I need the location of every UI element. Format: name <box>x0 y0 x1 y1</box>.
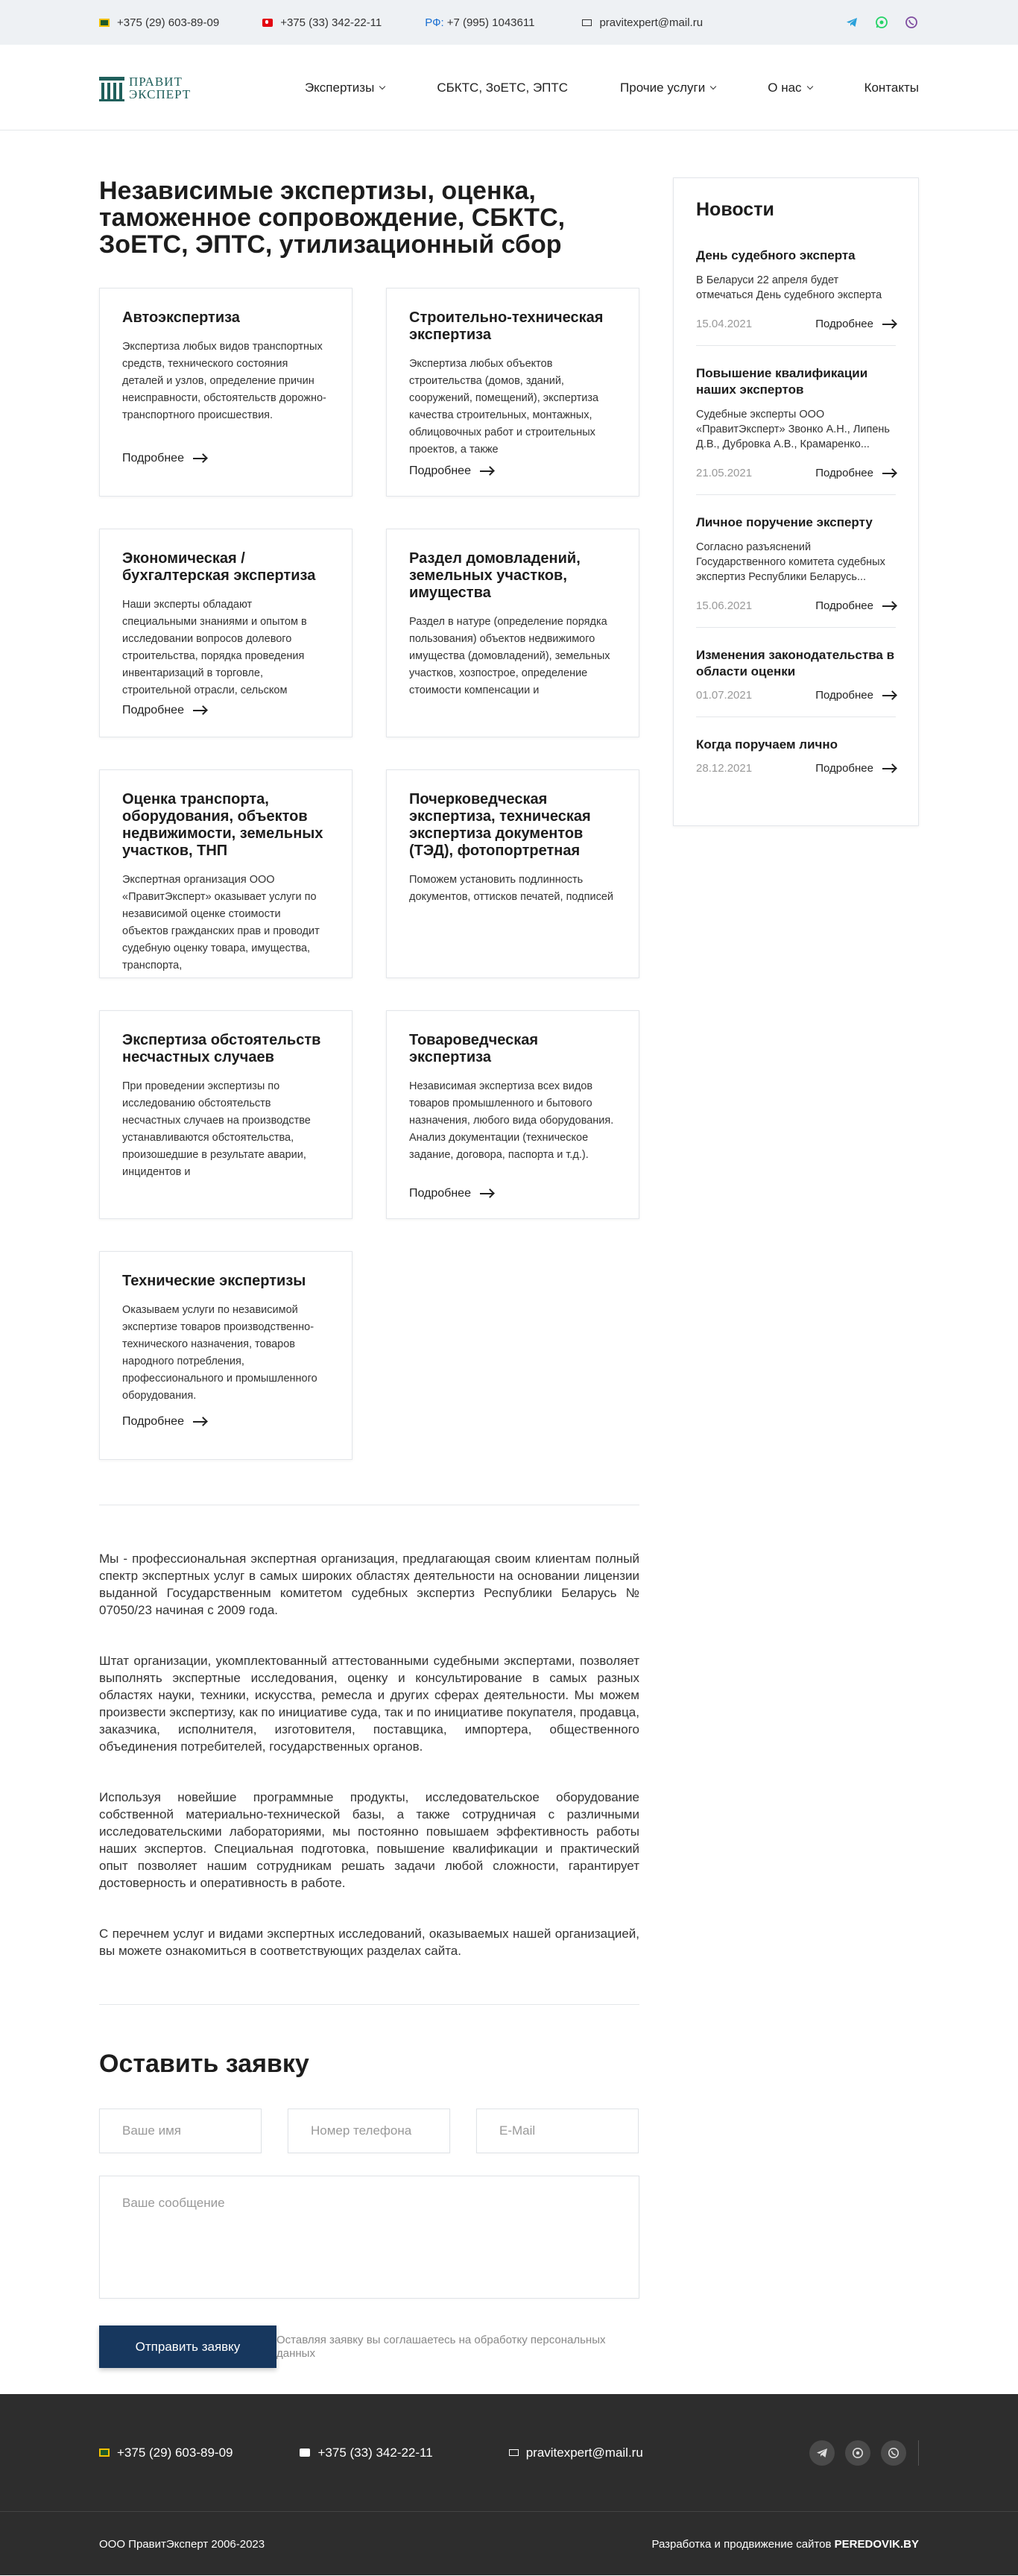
site-footer <box>0 2394 1018 2575</box>
logo-columns-icon <box>99 77 124 99</box>
service-card[interactable] <box>386 769 639 978</box>
chevron-down-icon <box>806 83 812 89</box>
about-text <box>99 1550 639 1959</box>
chevron-down-icon <box>710 83 716 89</box>
service-card[interactable] <box>99 1010 352 1219</box>
arrow-right-icon <box>480 470 493 472</box>
viber-icon[interactable] <box>881 2440 906 2466</box>
nav-item-about[interactable]: О нас <box>768 81 812 95</box>
news-item-text: Судебные эксперты ООО «ПравитЭксперт» Звонко А.Н., Липень Д.В., Дубровка А.В., Крамаренко... <box>696 409 890 450</box>
news-item-title[interactable]: День судебного эксперта <box>696 248 856 262</box>
copyright: ООО ПравитЭксперт 2006-2023 <box>99 2537 265 2551</box>
arrow-right-icon <box>480 1193 493 1194</box>
main-nav <box>305 81 919 95</box>
service-card[interactable] <box>386 529 639 737</box>
divider <box>99 2004 639 2005</box>
request-form <box>99 2050 639 2368</box>
arrow-right-icon <box>882 473 896 474</box>
service-card[interactable] <box>99 769 352 978</box>
services-grid <box>99 288 639 1460</box>
service-card-text: Экспертная организация ООО «ПравитЭксперт» оказывает услуги по независимой оценке стоимости объектов гражданских прав и проводит судебную оценку товара, имущества, транспорта, <box>122 874 320 971</box>
nav-item-contacts[interactable]: Контакты <box>864 80 919 95</box>
arrow-right-icon <box>193 458 206 459</box>
about-paragraph: Мы - профессиональная экспертная организация, предлагающая своим клиентам полный спектр экспертных услуг в самых широких областях деятельности на основании лицензии выданной Государственным комитетом судебных экспертиз Республики Беларусь № 07050/23 начиная с 2009 года. <box>99 1552 639 1617</box>
nav-item-expertizy[interactable]: Экспертизы <box>305 81 385 95</box>
topbar-phone-velcom[interactable] <box>99 16 219 29</box>
service-card-title: Товароведческая экспертиза <box>409 1032 539 1065</box>
arrow-right-icon <box>193 1421 206 1423</box>
phone-rf-text: +7 (995) 1043611 <box>446 16 535 29</box>
news-item-text: В Беларуси 22 апреля будет отмечаться День судебного эксперта <box>696 274 882 301</box>
arrow-right-icon <box>193 710 206 711</box>
news-date: 15.04.2021 <box>696 318 753 330</box>
more-link[interactable]: Подробнее <box>122 704 329 717</box>
main-content <box>99 177 639 2368</box>
name-input[interactable]: Ваше имя <box>99 2109 262 2153</box>
news-date: 01.07.2021 <box>696 689 753 702</box>
arrow-right-icon <box>882 605 896 607</box>
service-card-title: Технические экспертизы <box>122 1273 306 1289</box>
topbar-phone-rf[interactable] <box>425 16 534 29</box>
news-title: Новости <box>696 199 774 220</box>
news-item[interactable] <box>696 248 896 346</box>
service-card-text: Поможем установить подлинность документов, оттисков печатей, подписей <box>409 874 613 903</box>
arrow-right-icon <box>882 324 896 325</box>
news-item-title[interactable]: Повышение квалификации наших экспертов <box>696 366 868 397</box>
service-card-text: Наши эксперты обладают специальными знаниями и опытом в исследовании вопросов долевого строительства, порядка проведения инвентаризаций в торговле, строительной отрасли, сельском <box>122 599 307 696</box>
about-paragraph: Используя новейшие программные продукты, исследовательское оборудование собственной материально-технической базы, а также сотрудничая с различными исследовательскими лабораториями, мы постоянно повышаем эффективность работы наших экспертов. Специальная подготовка, повышение квалификации и практический опыт позволяет нашим сотрудникам решать задачи любой сложности, гарантирует достоверность и оперативность в работе. <box>99 1790 639 1890</box>
viber-icon[interactable] <box>904 15 919 30</box>
news-date: 28.12.2021 <box>696 762 753 775</box>
nav-item-other-services[interactable]: Прочие услуги <box>620 81 715 95</box>
more-link[interactable]: Подробнее <box>815 689 896 702</box>
service-card[interactable] <box>99 1251 352 1460</box>
service-card[interactable] <box>99 529 352 737</box>
more-link[interactable]: Подробнее <box>122 1415 329 1429</box>
service-card-title: Экспертиза обстоятельств несчастных случаев <box>122 1032 321 1065</box>
service-card[interactable] <box>99 288 352 497</box>
arrow-right-icon <box>882 768 896 769</box>
service-card-title: Автоэкспертиза <box>122 309 240 326</box>
page-title: Независимые экспертизы, оценка, таможенное сопровождение, СБКТС, ЗоЕТС, ЭПТС, утилизационный сбор <box>99 177 566 259</box>
footer-socials <box>809 2440 919 2466</box>
nav-item-sbkts[interactable]: СБКТС, ЗоЕТС, ЭПТС <box>437 80 569 95</box>
footer-phone-mts[interactable]: +375 (33) 342-22-11 <box>300 2446 432 2460</box>
service-card-text: Экспертиза любых объектов строительства (домов, зданий, сооружений, помещений), экспертиза качества строительных, монтажных, облицовочных работ и строительных проектов, а также <box>409 358 599 456</box>
service-card-text: Независимая экспертиза всех видов товаров промышленного и бытового назначения, любого вида оборудования. Анализ документации (техническое задание, договора, паспорта и т.д.). <box>409 1080 614 1161</box>
velcom-flag-icon <box>99 19 110 27</box>
whatsapp-icon[interactable] <box>845 2440 870 2466</box>
more-link[interactable]: Подробнее <box>409 465 616 478</box>
top-bar <box>0 0 1018 45</box>
email-input[interactable]: E-Mail <box>476 2109 639 2153</box>
about-paragraph: Штат организации, укомплектованный аттестованными судебными экспертами, позволяет выполнять экспертные исследования, оценку и консультирование в самых разных областях науки, техники, искусства, ремесла и других сферах деятельности. Мы можем произвести экспертизу, как по инициативе суда, так и по инициативе покупателя, продавца, заказчика, исполнителя, изготовителя, поставщика, импортера, общественного объединения потребителей, государственных органов. <box>99 1654 639 1754</box>
footer-email[interactable]: pravitexpert@mail.ru <box>509 2446 643 2460</box>
more-link[interactable]: Подробнее <box>815 318 896 330</box>
service-card-text: Оказываем услуги по независимой экспертизе товаров производственно-технического назначения, товаров народного потребления, профессионального и промышленного оборудования. <box>122 1304 317 1402</box>
telegram-icon[interactable] <box>809 2440 835 2466</box>
mail-icon <box>582 19 592 26</box>
phone-velcom-text: +375 (29) 603-89-09 <box>117 16 220 29</box>
chevron-down-icon <box>379 83 385 89</box>
service-card-title: Раздел домовладений, земельных участков, имущества <box>409 550 581 601</box>
logo[interactable] <box>99 75 191 101</box>
topbar-phone-mts[interactable] <box>262 16 382 29</box>
news-item[interactable] <box>696 514 896 628</box>
service-card-title: Строительно-техническая экспертиза <box>409 309 604 343</box>
topbar-socials <box>844 15 919 30</box>
topbar-email[interactable] <box>582 16 703 29</box>
developer-credit[interactable]: Разработка и продвижение сайтов PEREDOVIK.BY <box>651 2537 919 2551</box>
service-card-title: Почерковедческая экспертиза, техническая экспертиза документов (ТЭД), фотопортретная <box>409 791 591 859</box>
service-card-text: Раздел в натуре (определение порядка пользования) объектов недвижимого имущества (домовладений), земельных участков, хозпострое, определение стоимости компенсации и <box>409 616 610 696</box>
more-link[interactable]: Подробнее <box>122 452 329 465</box>
footer-phone-velcom[interactable]: +375 (29) 603-89-09 <box>99 2446 233 2460</box>
footer-bottom <box>0 2511 1018 2575</box>
site-header <box>0 45 1018 130</box>
velcom-flag-icon <box>99 2449 110 2457</box>
news-item-title[interactable]: Изменения законодательства в области оценки <box>696 648 895 678</box>
news-sidebar <box>673 177 919 826</box>
logo-text: ПРАВИТ ЭКСПЕРТ <box>129 74 192 101</box>
news-item[interactable] <box>696 365 896 495</box>
more-link[interactable]: Подробнее <box>409 1187 616 1200</box>
developer-brand: PEREDOVIK.BY <box>834 2537 919 2551</box>
submit-button[interactable]: Отправить заявку <box>99 2325 276 2368</box>
service-card-title: Оценка транспорта, оборудования, объектов недвижимости, земельных участков, ТНП <box>122 791 323 859</box>
form-title: Оставить заявку <box>99 2050 309 2078</box>
service-card-title: Экономическая / бухгалтерская экспертиза <box>122 550 316 584</box>
service-card-text: При проведении экспертизы по исследованию обстоятельств несчастных случаев на производстве устанавливаются обстоятельства, произошедшие в результате аварии, инцидентов и <box>122 1080 311 1178</box>
service-card[interactable] <box>386 1010 639 1219</box>
news-item-title[interactable]: Когда поручаем лично <box>696 737 838 752</box>
telegram-icon[interactable] <box>844 15 859 30</box>
news-item[interactable] <box>696 737 896 790</box>
whatsapp-icon[interactable] <box>874 15 889 30</box>
news-item[interactable] <box>696 647 896 717</box>
main-area <box>99 130 919 2368</box>
more-link[interactable]: Подробнее <box>815 467 896 479</box>
more-link[interactable]: Подробнее <box>815 599 896 612</box>
news-item-text: Согласно разъяснений Государственного комитета судебных экспертиз Республики Беларусь... <box>696 541 885 583</box>
consent-text: Оставляя заявку вы соглашаетесь на обработку персональных данных <box>276 2333 606 2360</box>
news-date: 15.06.2021 <box>696 599 753 612</box>
mail-icon <box>509 2449 519 2456</box>
about-paragraph: С перечнем услуг и видами экспертных исследований, оказываемых нашей организацией, вы можете ознакомиться в соответствующих разделах сайта. <box>99 1927 639 1958</box>
message-textarea[interactable]: Ваше сообщение <box>99 2176 639 2299</box>
rf-prefix: РФ: <box>425 16 444 29</box>
news-date: 21.05.2021 <box>696 467 753 479</box>
service-card[interactable] <box>386 288 639 497</box>
service-card-text: Экспертиза любых видов транспортных средств, технического состояния деталей и узлов, определение причин неисправности, обстоятельств дорожно-транспортного происшествия. <box>122 341 326 421</box>
arrow-right-icon <box>882 695 896 696</box>
mts-icon <box>262 19 273 27</box>
more-link[interactable]: Подробнее <box>815 762 896 775</box>
phone-input[interactable]: Номер телефона <box>288 2109 450 2153</box>
news-item-title[interactable]: Личное поручение эксперту <box>696 515 873 529</box>
mts-icon <box>300 2449 310 2457</box>
phone-mts-text: +375 (33) 342-22-11 <box>280 16 382 29</box>
email-text: pravitexpert@mail.ru <box>599 16 704 29</box>
